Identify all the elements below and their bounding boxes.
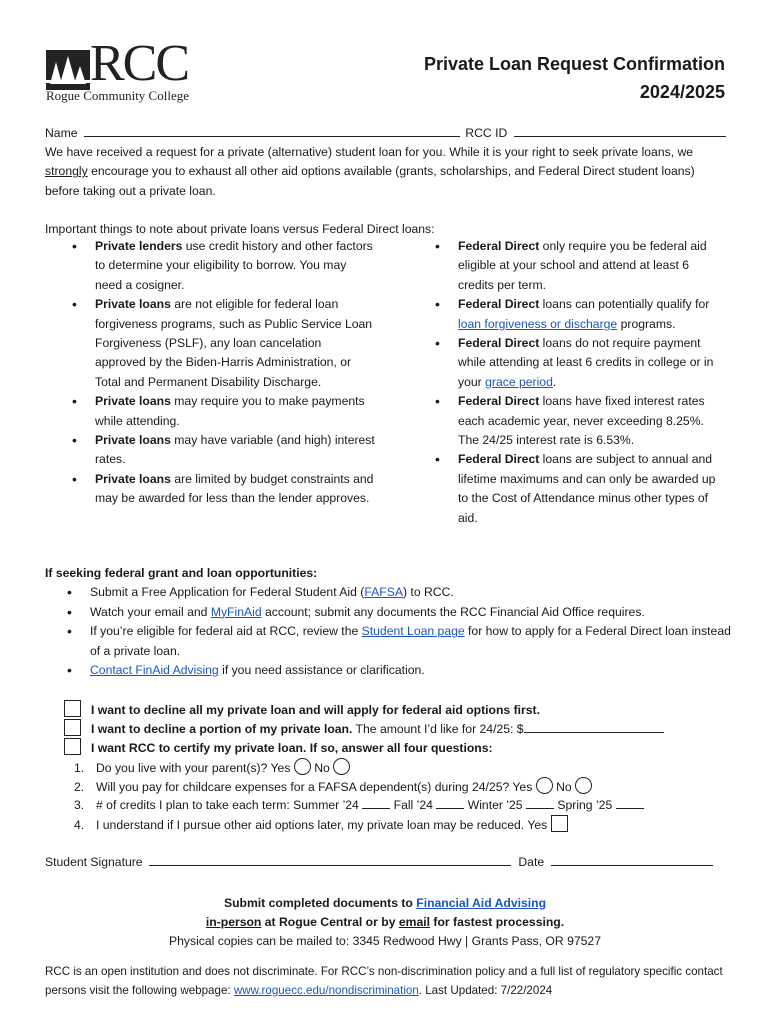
list-item: • Contact FinAid Advising if you need assistance or clarification. <box>45 661 735 680</box>
federal-heading: If seeking federal grant and loan opportunities: <box>45 566 318 580</box>
contact-finaid-link[interactable]: Contact FinAid Advising <box>90 663 219 678</box>
summer-credits-field[interactable] <box>362 808 390 809</box>
myfinaid-link[interactable]: MyFinAid <box>210 604 262 619</box>
list-item: • Federal Direct loans have fixed interest rates each academic year, never exceeding 8.25%. The 24/25 interest rate is 6.53%. <box>408 392 728 450</box>
list-item: • Private loans may require you to make payments while attending. <box>45 392 375 431</box>
q4-yes-checkbox[interactable] <box>551 815 568 832</box>
intro-strongly: strongly <box>45 164 88 179</box>
list-item: • Watch your email and MyFinAid account; submit any documents the RCC Financial Aid Office requires. <box>45 603 735 622</box>
intro-text-b: encourage you to exhaust all other aid options available (grants, scholarships, and Federal Direct student loans) before taking out a private loan. <box>45 164 695 198</box>
q1-yes-radio[interactable] <box>294 758 311 775</box>
logo-subtitle: Rogue Community College <box>46 88 189 103</box>
option-decline-all <box>64 700 540 720</box>
intro-text-a: We have received a request for a private (alternative) student loan for you. While it is your right to seek private loans, we <box>45 145 694 159</box>
name-id-row <box>45 124 725 143</box>
in-person-link[interactable]: in-person <box>205 915 262 929</box>
federal-opportunities <box>45 564 735 680</box>
winter-credits-field[interactable] <box>526 808 554 809</box>
signature-row <box>45 853 725 872</box>
nondiscrimination-link[interactable]: www.roguecc.edu/nondiscrimination <box>233 983 419 997</box>
rcc-id-field[interactable] <box>514 136 726 137</box>
student-loan-page-link[interactable]: Student Loan page <box>361 624 465 639</box>
certify-checkbox[interactable] <box>64 738 81 755</box>
logo-mark: RCC <box>90 35 189 92</box>
intro-paragraph <box>45 143 725 201</box>
list-item: • Private lenders use credit history and other factors to determine your eligibility to borrow. You may need a cosigner. <box>45 237 375 295</box>
decline-all-checkbox[interactable] <box>64 700 81 717</box>
amount-field[interactable] <box>524 732 664 733</box>
question-2: 2. Will you pay for childcare expenses for a FAFSA dependent(s) during 24/25? Yes No <box>74 777 592 797</box>
grace-period-link[interactable]: grace period <box>485 374 553 389</box>
list-item: • Federal Direct loans are subject to annual and lifetime maximums and can only be awarded up to the Cost of Attendance minus other types of aid. <box>408 450 728 528</box>
mailing-address: Physical copies can be mailed to: 3345 Redwood Hwy | Grants Pass, OR 97527 <box>169 934 601 948</box>
q1-no-radio[interactable] <box>333 758 350 775</box>
submit-line-2: in-person at Rogue Central or by email for fastest processing. <box>205 915 565 929</box>
page-title <box>424 50 725 106</box>
question-3: 3. # of credits I plan to take each term: Summer ’24 Fall ’24 Winter ’25 Spring ’25 <box>74 796 644 815</box>
q2-yes-radio[interactable] <box>536 777 553 794</box>
list-item: • If you’re eligible for federal aid at RCC, review the Student Loan page for how to apply for a Federal Direct loan instead of a private loan. <box>45 622 735 661</box>
list-item: • Private loans may have variable (and high) interest rates. <box>45 431 375 470</box>
name-label: Name <box>45 126 78 140</box>
federal-direct-list <box>408 237 728 528</box>
decline-portion-checkbox[interactable] <box>64 719 81 736</box>
list-item: • Private loans are not eligible for federal loan forgiveness programs, such as Public Service Loan Forgiveness (PSLF), any loan cancelation approved by the Biden-Harris Administration, or Total and Permanent Disability Discharge. <box>45 295 375 392</box>
spring-credits-field[interactable] <box>616 808 644 809</box>
title-line1: Private Loan Request Confirmation <box>423 54 725 74</box>
question-1: 1. Do you live with your parent(s)? Yes No <box>74 758 350 778</box>
date-label: Date <box>518 855 545 869</box>
date-field[interactable] <box>551 865 713 866</box>
rcc-id-label: RCC ID <box>465 126 508 140</box>
footer-notice: RCC is an open institution and does not discriminate. For RCC’s non-discrimination policy and a full list of regulatory specific contact persons visit the following webpage: www.roguecc.edu/nondiscrimination. Last Updated: 7/22/2024 <box>45 965 723 997</box>
important-heading: Important things to note about private loans versus Federal Direct loans: <box>45 222 435 236</box>
list-item: • Federal Direct only require you be federal aid eligible at your school and attend at least 6 credits per term. <box>408 237 728 295</box>
q2-no-radio[interactable] <box>575 777 592 794</box>
signature-field[interactable] <box>149 865 511 866</box>
option-decline-portion: I want to decline a portion of my private loan. The amount I’d like for 24/25: $ <box>64 719 664 739</box>
list-item: • Private loans are limited by budget constraints and may be awarded for less than the lender approves. <box>45 470 375 509</box>
decline-portion-label: I want to decline a portion of my private loan. <box>91 722 353 736</box>
question-4: 4. I understand if I pursue other aid options later, my private loan may be reduced. Yes <box>74 815 568 835</box>
certify-label: I want RCC to certify my private loan. If so, answer all four questions: <box>91 741 493 755</box>
email-link[interactable]: email <box>398 915 431 929</box>
fall-credits-field[interactable] <box>436 808 464 809</box>
loan-forgiveness-link[interactable]: loan forgiveness or discharge <box>458 316 618 331</box>
name-field[interactable] <box>84 136 460 137</box>
decline-all-label: I want to decline all my private loan and will apply for federal aid options first. <box>91 703 540 717</box>
option-certify <box>64 738 493 758</box>
financial-aid-advising-link[interactable]: Financial Aid Advising <box>416 896 547 910</box>
rcc-logo <box>44 35 204 108</box>
list-item: • Submit a Free Application for Federal Student Aid (FAFSA) to RCC. <box>45 583 735 602</box>
tree-mountain-icon <box>46 50 90 90</box>
private-loan-list <box>45 237 375 509</box>
signature-label: Student Signature <box>45 855 143 869</box>
submit-line-1: Submit completed documents to Financial Aid Advising <box>223 896 547 910</box>
list-item: • Federal Direct loans can potentially qualify for loan forgiveness or discharge programs. <box>408 295 728 334</box>
fafsa-link[interactable]: FAFSA <box>364 585 403 600</box>
title-line2: 2024/2025 <box>639 82 725 102</box>
list-item: • Federal Direct loans do not require payment while attending at least 6 credits in college or in your grace period. <box>408 334 728 392</box>
